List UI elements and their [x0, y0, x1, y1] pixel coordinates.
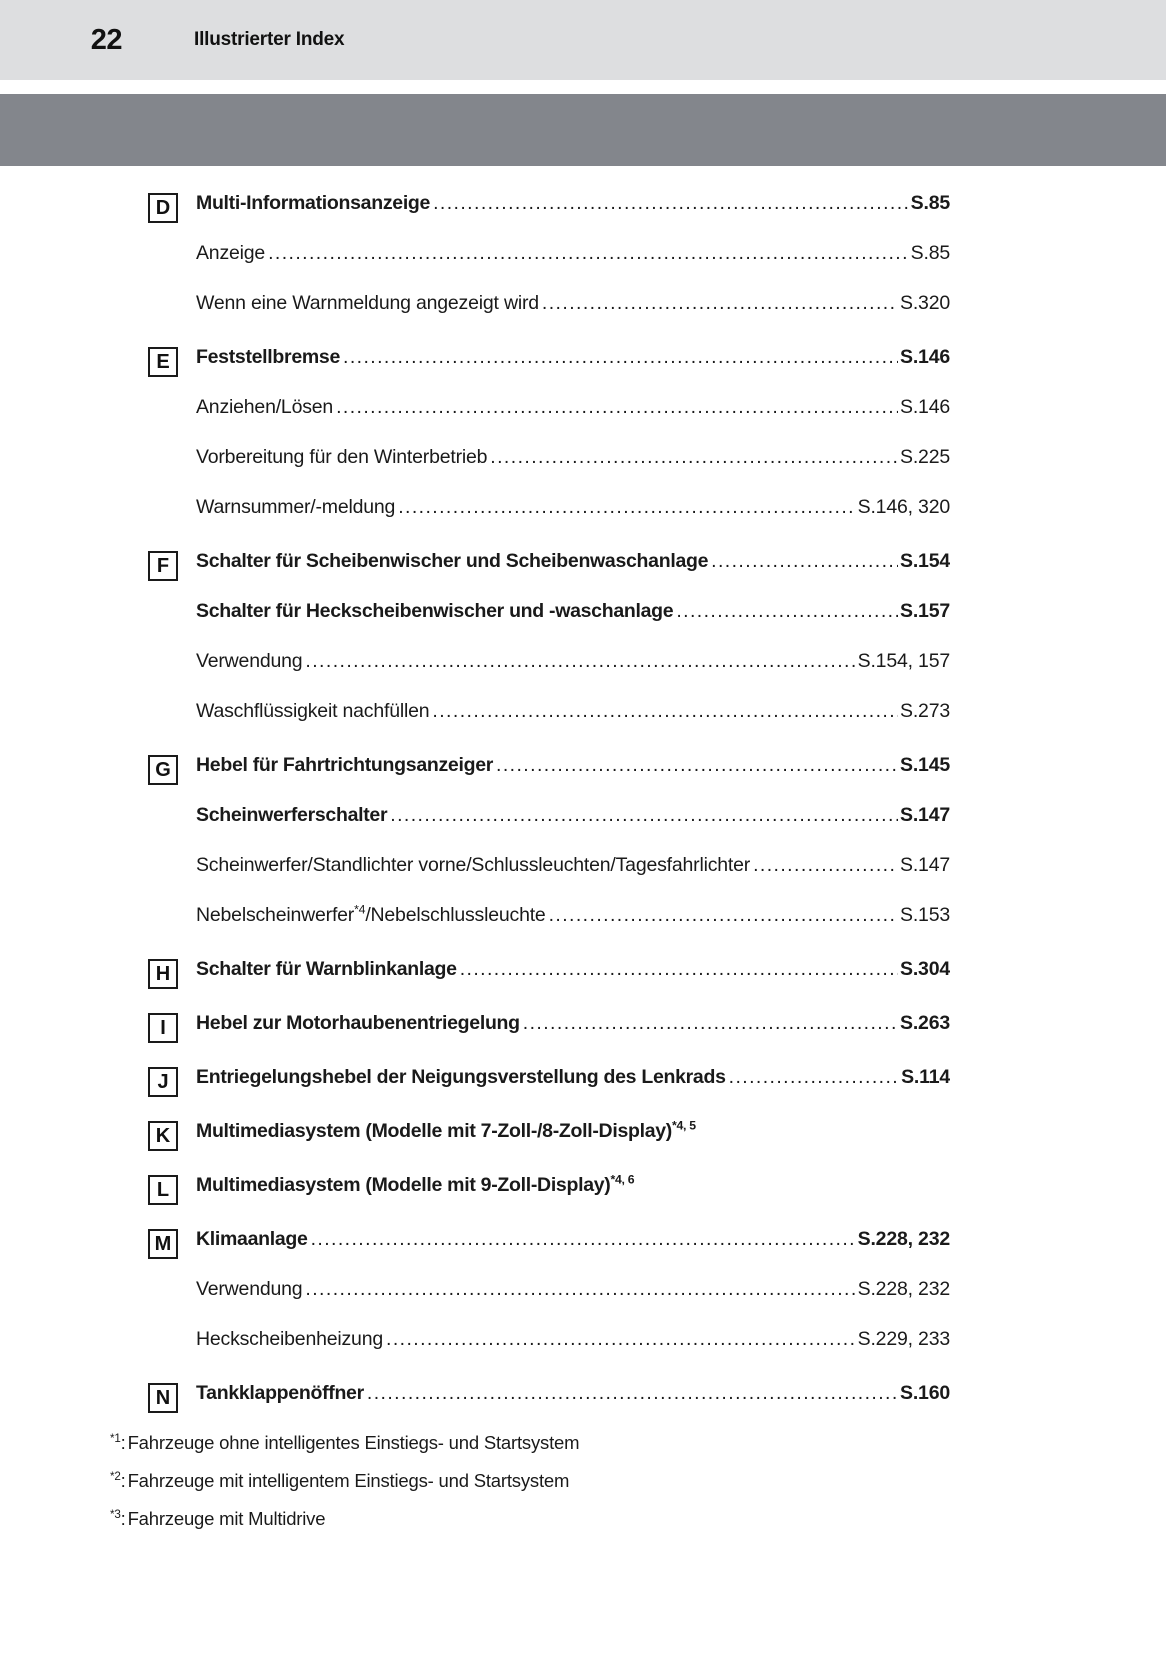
entry-page-reference: S.263 — [900, 1012, 950, 1034]
index-entry-m — [0, 1224, 1166, 1278]
letter-badge-d: D — [148, 193, 178, 223]
entry-label: Vorbereitung für den Winterbetrieb — [196, 446, 488, 468]
index-entry-g — [0, 750, 1166, 804]
index-subentry — [0, 600, 1166, 650]
entry-label: Wenn eine Warnmeldung angezeigt wird — [196, 292, 539, 314]
footnote-marker: $^{*2}$: — [110, 1469, 126, 1491]
entry-line — [196, 292, 950, 315]
entry-page-reference: S.147 — [900, 854, 950, 876]
entry-line — [196, 1382, 950, 1405]
index-subentry — [0, 700, 1166, 750]
footnote-text: Fahrzeuge mit intelligentem Einstiegs- und Startsystem — [127, 1470, 570, 1491]
entry-label: Anziehen/Lösen — [196, 396, 334, 418]
footnote — [110, 1469, 1166, 1510]
dot-leader — [542, 294, 898, 314]
entry-line — [196, 854, 950, 877]
entry-line — [196, 550, 950, 573]
index-entry-i — [0, 1008, 1166, 1062]
dot-leader — [711, 552, 898, 572]
dot-leader — [343, 348, 898, 368]
entry-page-reference: S.228, 232 — [857, 1278, 950, 1300]
entry-page-reference: S.153 — [900, 904, 950, 926]
dot-leader — [676, 602, 898, 622]
letter-badge-m: M — [148, 1229, 178, 1259]
entry-page-reference: S.304 — [900, 958, 950, 980]
index-subentry — [0, 446, 1166, 496]
index-subentry — [0, 904, 1166, 954]
entry-line — [196, 1012, 950, 1035]
entry-line — [196, 754, 950, 777]
letter-badge-e: E — [148, 347, 178, 377]
entry-label: Klimaanlage — [196, 1228, 308, 1250]
dot-leader — [390, 806, 898, 826]
footnote-ref: *4, 6 — [610, 1174, 635, 1187]
index-entry-list — [0, 166, 1166, 1432]
entry-label: Scheinwerfer/Standlichter vorne/Schlussleuchten/Tagesfahrlichter — [196, 854, 751, 876]
entry-label: Scheinwerferschalter — [196, 804, 388, 826]
entry-page-reference: S.157 — [900, 600, 950, 622]
header-dark-band — [0, 94, 1166, 166]
entry-label: Schalter für Scheibenwischer und Scheibenwaschanlage — [196, 550, 709, 572]
letter-badge-h: H — [148, 959, 178, 989]
letter-badge-n: N — [148, 1383, 178, 1413]
entry-page-reference: S.229, 233 — [857, 1328, 950, 1350]
entry-line — [196, 650, 950, 673]
dot-leader — [305, 652, 855, 672]
entry-line — [196, 1278, 950, 1301]
entry-label: Multimediasystem (Modelle mit 9-Zoll-Display)$^{*4, 6}$ — [196, 1174, 635, 1196]
entry-line — [196, 700, 950, 723]
entry-page-reference: S.146, 320 — [857, 496, 950, 518]
dot-leader — [305, 1280, 855, 1300]
dot-leader — [490, 448, 898, 468]
entry-page-reference: S.85 — [910, 242, 950, 264]
entry-page-reference: S.225 — [900, 446, 950, 468]
footnote — [110, 1507, 1166, 1548]
index-entry-d — [0, 188, 1166, 242]
footnote-marker: $^{*1}$: — [110, 1431, 126, 1453]
entry-line — [196, 346, 950, 369]
entry-label: Verwendung — [196, 650, 303, 672]
entry-label: Schalter für Warnblinkanlage — [196, 958, 457, 980]
entry-page-reference: S.160 — [900, 1382, 950, 1404]
entry-page-reference: S.320 — [900, 292, 950, 314]
entry-label: Nebelscheinwerfer$^{*4}$/Nebelschlussleuchte — [196, 904, 546, 926]
index-subentry — [0, 804, 1166, 854]
dot-leader — [549, 906, 898, 926]
index-subentry — [0, 396, 1166, 446]
dot-leader — [496, 756, 898, 776]
footnote-ref: *4, 5 — [672, 1120, 696, 1133]
dot-leader — [523, 1014, 898, 1034]
index-entry-n — [0, 1378, 1166, 1432]
dot-leader — [460, 960, 898, 980]
dot-leader — [432, 702, 898, 722]
entry-line — [196, 804, 950, 827]
footnote-ref: *4 — [354, 904, 366, 917]
footnote-text: Fahrzeuge ohne intelligentes Einstiegs- und Startsystem — [127, 1432, 580, 1453]
entry-line — [196, 446, 950, 469]
entry-label: Entriegelungshebel der Neigungsverstellung des Lenkrads — [196, 1066, 726, 1088]
entry-label: Hebel zur Motorhaubenentriegelung — [196, 1012, 520, 1034]
index-subentry — [0, 854, 1166, 904]
entry-line — [196, 1174, 950, 1197]
entry-page-reference: S.146 — [900, 396, 950, 418]
letter-badge-f: F — [148, 551, 178, 581]
entry-page-reference: S.85 — [910, 192, 950, 214]
entry-line — [196, 904, 950, 927]
dot-leader — [311, 1230, 856, 1250]
dot-leader — [729, 1068, 899, 1088]
page-header — [0, 0, 1166, 166]
footnote-marker: $^{*3}$: — [110, 1507, 126, 1529]
footnote-text: Fahrzeuge mit Multidrive — [127, 1508, 326, 1529]
entry-label: Multi-Informationsanzeige — [196, 192, 431, 214]
dot-leader — [433, 194, 909, 214]
entry-label: Waschflüssigkeit nachfüllen — [196, 700, 430, 722]
entry-page-reference: S.228, 232 — [857, 1228, 950, 1250]
header-gap — [0, 80, 1166, 94]
dot-leader — [367, 1384, 898, 1404]
header-band — [0, 0, 1166, 80]
entry-label: Feststellbremse — [196, 346, 340, 368]
entry-page-reference: S.273 — [900, 700, 950, 722]
index-subentry — [0, 496, 1166, 546]
entry-page-reference: S.154, 157 — [857, 650, 950, 672]
entry-label: Verwendung — [196, 1278, 303, 1300]
letter-badge-j: J — [148, 1067, 178, 1097]
entry-page-reference: S.114 — [901, 1066, 950, 1088]
footnote — [110, 1431, 1166, 1472]
index-entry-j — [0, 1062, 1166, 1116]
letter-badge-k: K — [148, 1121, 178, 1151]
index-subentry — [0, 1328, 1166, 1378]
entry-line — [196, 600, 950, 623]
dot-leader — [753, 856, 898, 876]
entry-page-reference: S.145 — [900, 754, 950, 776]
entry-line — [196, 192, 950, 215]
dot-leader — [398, 498, 855, 518]
entry-label: Tankklappenöffner — [196, 1382, 364, 1404]
index-entry-h — [0, 954, 1166, 1008]
entry-line — [196, 1066, 950, 1089]
entry-label: Multimediasystem (Modelle mit 7-Zoll-/8-Zoll-Display)$^{*4, 5}$ — [196, 1120, 696, 1142]
entry-label: Hebel für Fahrtrichtungsanzeiger — [196, 754, 494, 776]
dot-leader — [268, 244, 909, 264]
index-entry-e — [0, 342, 1166, 396]
index-subentry — [0, 650, 1166, 700]
entry-label: Heckscheibenheizung — [196, 1328, 383, 1350]
index-entry-l — [0, 1170, 1166, 1224]
entry-line — [196, 1120, 950, 1143]
index-subentry — [0, 1278, 1166, 1328]
letter-badge-l: L — [148, 1175, 178, 1205]
entry-line — [196, 396, 950, 419]
entry-page-reference: S.147 — [900, 804, 950, 826]
entry-line — [196, 958, 950, 981]
entry-label: Schalter für Heckscheibenwischer und -waschanlage — [196, 600, 674, 622]
entry-page-reference: S.154 — [900, 550, 950, 572]
index-entry-k — [0, 1116, 1166, 1170]
dot-leader — [336, 398, 898, 418]
index-subentry — [0, 292, 1166, 342]
page-title: Illustrierter Index — [194, 29, 345, 50]
entry-line — [196, 242, 950, 265]
entry-label: Warnsummer/-meldung — [196, 496, 396, 518]
letter-badge-g: G — [148, 755, 178, 785]
entry-line — [196, 496, 950, 519]
entry-label: Anzeige — [196, 242, 266, 264]
letter-badge-i: I — [148, 1013, 178, 1043]
page-number: 22 — [90, 23, 122, 56]
index-entry-f — [0, 546, 1166, 600]
entry-page-reference: S.146 — [900, 346, 950, 368]
index-subentry — [0, 242, 1166, 292]
entry-line — [196, 1328, 950, 1351]
dot-leader — [386, 1330, 856, 1350]
entry-line — [196, 1228, 950, 1251]
footnote-list — [0, 1432, 1166, 1548]
